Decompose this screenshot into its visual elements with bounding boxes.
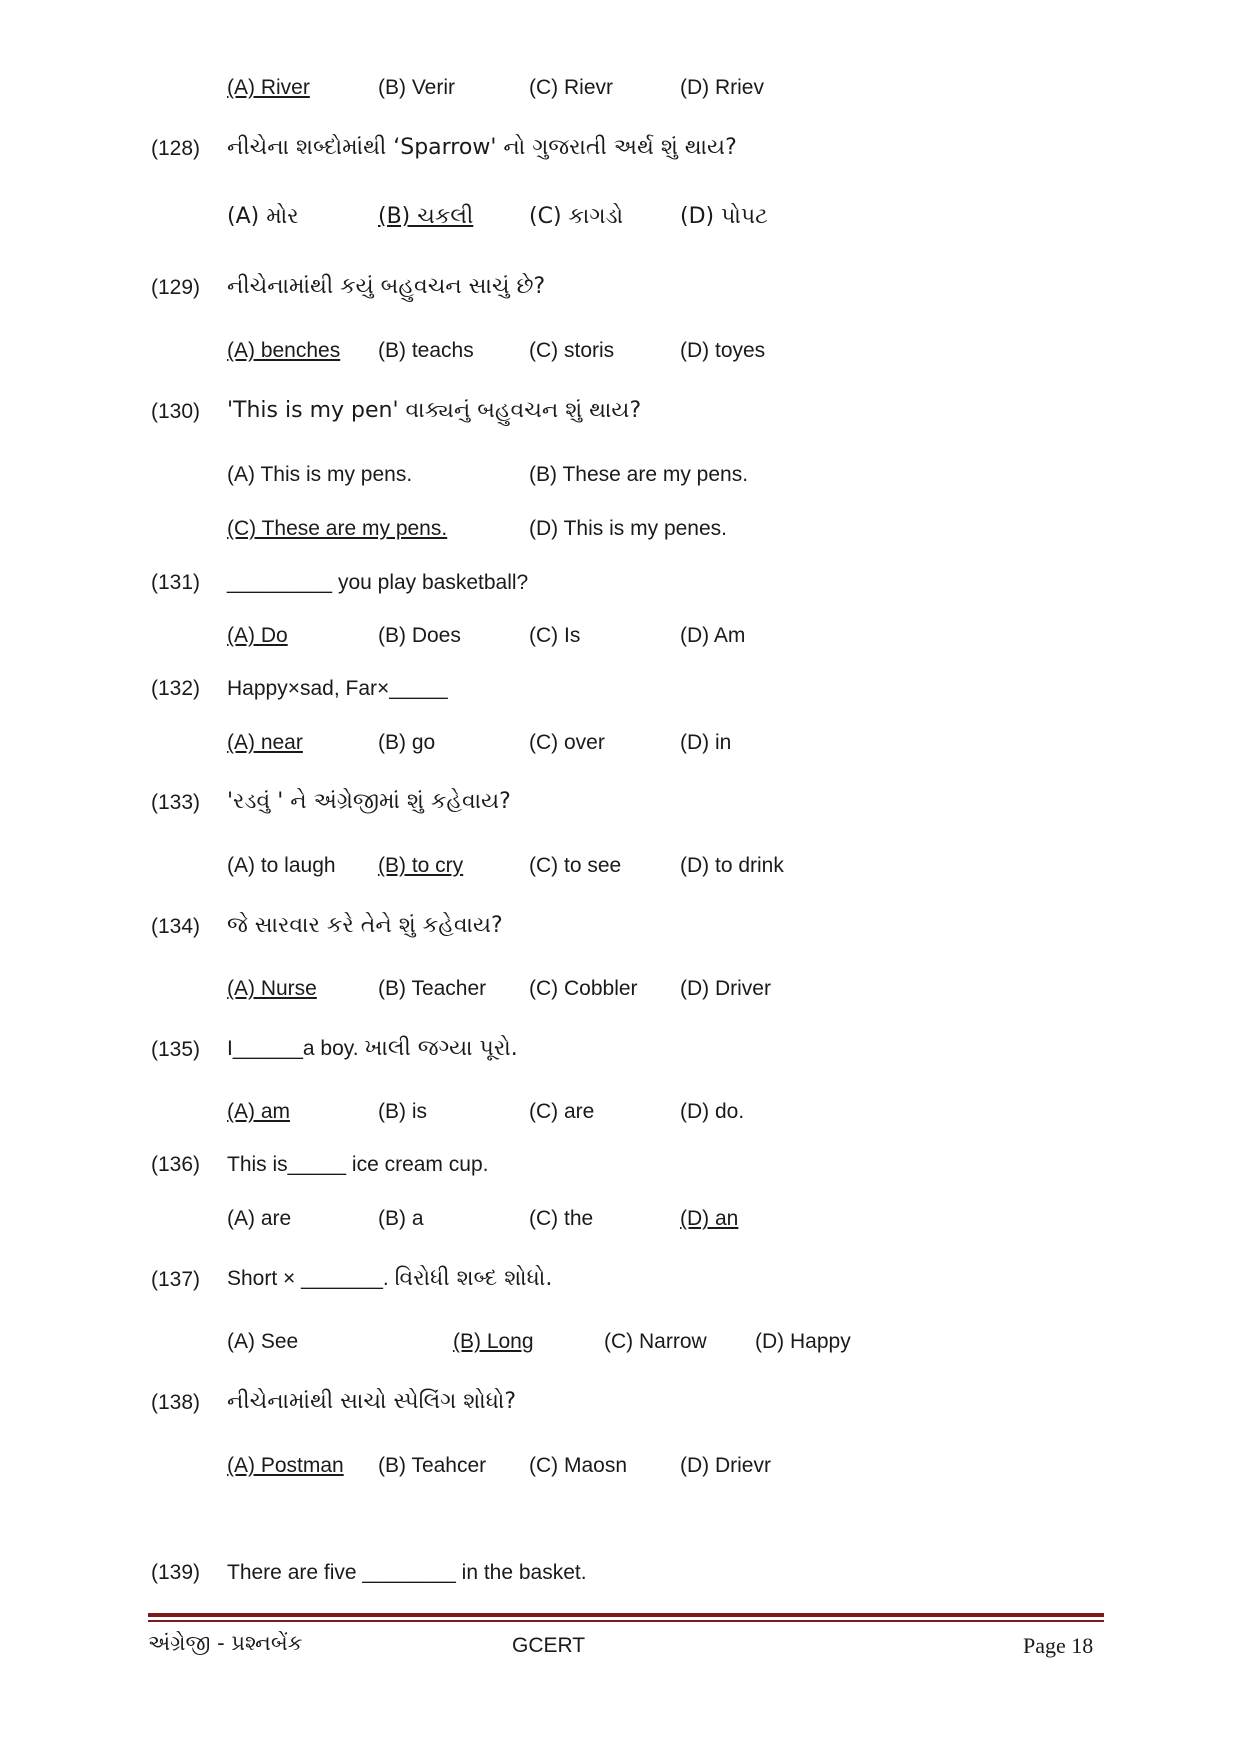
option-a: (A) મોર: [227, 204, 299, 229]
option-b-answer: (B) ચકલી: [378, 204, 474, 229]
option-c: (C) Cobbler: [529, 977, 638, 1000]
question-number: (129): [151, 276, 201, 299]
option-c: (C) Narrow: [604, 1330, 707, 1353]
question-text: નીચેનામાંથી સાચો સ્પેલિંગ શોધો?: [227, 1389, 517, 1414]
question-text-en: Short × _______.: [227, 1267, 389, 1290]
footer-subject: અંગ્રેજી - પ્રશ્નબેંક: [148, 1631, 303, 1655]
question-text: જે સારવાર કરે તેને શું કહેવાય?: [227, 913, 503, 938]
option-d: (D) toyes: [680, 339, 766, 362]
page-number: Page 18: [1023, 1633, 1094, 1658]
question-text: This is_____ ice cream cup.: [227, 1153, 489, 1176]
option-c: (C) over: [529, 731, 605, 754]
question-text: [227, 1036, 518, 1061]
question-number: (136): [151, 1153, 201, 1176]
top-option-a: (A) River: [227, 76, 310, 99]
option-c: (C) storis: [529, 339, 615, 362]
option-c-answer: (C) These are my pens.: [227, 517, 448, 540]
question-text: There are five ________ in the basket.: [227, 1561, 587, 1584]
question-text: 'રડવું ' ને અંગ્રેજીમાં શું કહેવાય?: [227, 789, 511, 814]
option-d: (D) in: [680, 731, 732, 754]
option-c: (C) are: [529, 1100, 595, 1123]
footer-publisher: GCERT: [512, 1634, 586, 1657]
option-c: (C) Maosn: [529, 1454, 628, 1477]
question-text: નીચેના શબ્દોમાંથી ‘Sparrow' નો ગુજરાતી અર્થ શું થાય?: [227, 135, 737, 160]
question-text-gu: ખાલી જગ્યા પૂરો.: [364, 1036, 518, 1061]
question-number: (133): [151, 791, 201, 814]
option-a: (A) are: [227, 1207, 292, 1230]
question-text-gu: વિરોધી શબ્દ શોધો.: [394, 1266, 553, 1291]
option-a: (A) See: [227, 1330, 299, 1353]
option-a-answer: (A) near: [227, 731, 303, 754]
option-b: (B) teachs: [378, 339, 474, 362]
option-c: (C) the: [529, 1207, 594, 1230]
option-b: (B) a: [378, 1207, 424, 1230]
question-number: (134): [151, 915, 201, 938]
question-text: [227, 1266, 552, 1291]
option-b: (B) go: [378, 731, 436, 754]
question-number: (139): [151, 1561, 201, 1584]
option-d: (D) do.: [680, 1100, 745, 1123]
question-number: (137): [151, 1268, 201, 1291]
option-d: (D) Happy: [755, 1330, 851, 1353]
option-a: (A) This is my pens.: [227, 463, 413, 486]
option-a-answer: (A) Postman: [227, 1454, 344, 1477]
option-a-answer: (A) Do: [227, 624, 288, 647]
option-b: (B) Teahcer: [378, 1454, 487, 1477]
question-text: નીચેનામાંથી કયું બહુવચન સાચું છે?: [227, 274, 546, 299]
question-text: _________ you play basketball?: [227, 571, 529, 594]
top-option-d: (D) Rriev: [680, 76, 764, 99]
footer-divider: [148, 1613, 1104, 1617]
option-d: (D) This is my penes.: [529, 517, 727, 540]
question-number: (138): [151, 1391, 201, 1414]
option-d-answer: (D) an: [680, 1207, 739, 1230]
question-number: (135): [151, 1038, 201, 1061]
option-d: (D) Driver: [680, 977, 771, 1000]
question-number: (132): [151, 677, 201, 700]
option-b-answer: (B) Long: [453, 1330, 534, 1353]
option-c: (C) Is: [529, 624, 581, 647]
option-b: (B) These are my pens.: [529, 463, 749, 486]
question-text: Happy×sad, Far×_____: [227, 677, 448, 700]
option-a-answer: (A) benches: [227, 339, 341, 362]
option-b-answer: (B) to cry: [378, 854, 464, 877]
option-a-answer: (A) Nurse: [227, 977, 317, 1000]
question-number: (128): [151, 137, 201, 160]
question-number: (130): [151, 400, 201, 423]
footer-divider-thin: [148, 1620, 1104, 1622]
option-b: (B) Does: [378, 624, 461, 647]
option-d: (D) પોપટ: [680, 204, 768, 229]
option-a-answer: (A) am: [227, 1100, 290, 1123]
top-option-b: (B) Verir: [378, 76, 456, 99]
option-a: (A) to laugh: [227, 854, 336, 877]
option-b: (B) is: [378, 1100, 427, 1123]
question-text-en: I______a boy.: [227, 1037, 359, 1060]
top-option-c: (C) Rievr: [529, 76, 613, 99]
option-c: (C) to see: [529, 854, 622, 877]
option-d: (D) Drievr: [680, 1454, 771, 1477]
option-c: (C) કાગડો: [529, 204, 624, 229]
question-text: 'This is my pen' વાક્યનું બહુવચન શું થાય?: [227, 398, 642, 423]
option-b: (B) Teacher: [378, 977, 487, 1000]
question-number: (131): [151, 571, 201, 594]
option-d: (D) to drink: [680, 854, 784, 877]
option-d: (D) Am: [680, 624, 746, 647]
